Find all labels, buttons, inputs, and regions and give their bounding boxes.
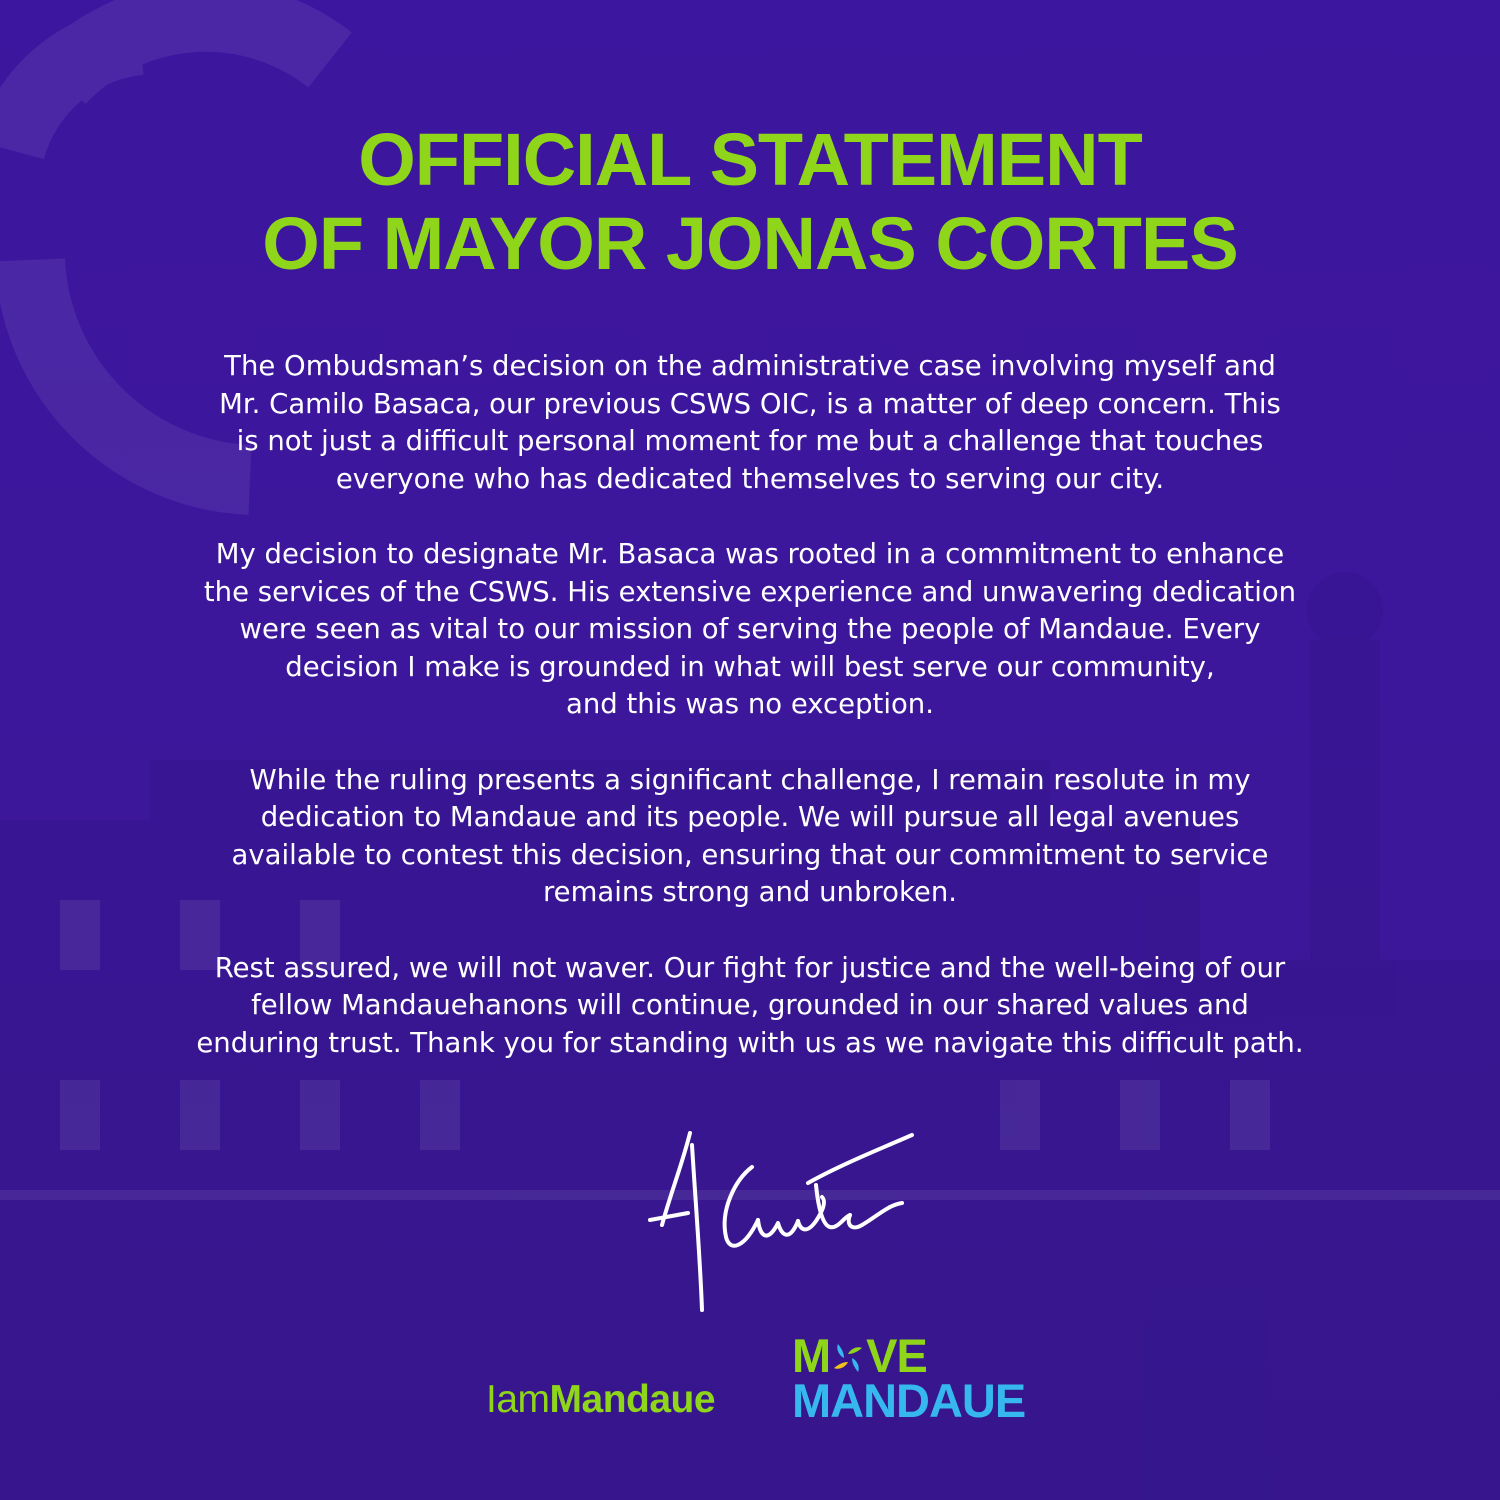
pinwheel-icon (831, 1341, 865, 1375)
paragraph-3 (150, 762, 1350, 912)
paragraph-2 (150, 536, 1350, 724)
paragraph-1 (150, 348, 1350, 498)
text-line: the services of the CSWS. His extensive experience and unwavering dedication (203, 575, 1297, 608)
page-title (0, 118, 1500, 286)
move-letters-ve: VE (866, 1329, 927, 1382)
title-line-1: OFFICIAL STATEMENT (358, 118, 1142, 201)
text-line: decision I make is grounded in what will best serve our community, (285, 650, 1215, 683)
statement-body (150, 348, 1350, 1100)
text-line: available to contest this decision, ensuring that our commitment to service (231, 838, 1269, 871)
move-mandaue-logo (792, 1329, 1026, 1427)
signature (640, 1125, 930, 1325)
title-line-2: OF MAYOR JONAS CORTES (262, 202, 1238, 285)
text-line: remains strong and unbroken. (542, 876, 958, 909)
text-line: everyone who has dedicated themselves to serving our city. (335, 462, 1165, 495)
iammandaue-logo-name: Mandaue (549, 1378, 716, 1421)
text-line: Rest assured, we will not waver. Our fight for justice and the well-being of our (214, 951, 1286, 984)
iammandaue-logo (486, 1378, 715, 1422)
mandaue-word: MANDAUE (792, 1374, 1026, 1427)
text-line: enduring trust. Thank you for standing with us as we navigate this difficult path. (196, 1026, 1304, 1059)
text-line: dedication to Mandaue and its people. We will pursue all legal avenues (260, 801, 1240, 834)
move-word (792, 1329, 1025, 1382)
text-line: The Ombudsman’s decision on the administrative case involving myself and (224, 350, 1276, 382)
text-line: fellow Mandauehanons will continue, grounded in our shared values and (251, 989, 1249, 1022)
text-line: and this was no exception. (566, 688, 934, 721)
text-line: Mr. Camilo Basaca, our previous CSWS OIC, is a matter of deep concern. This (219, 387, 1281, 420)
paragraph-4 (150, 950, 1350, 1063)
text-line: While the ruling presents a significant challenge, I remain resolute in my (249, 763, 1251, 796)
text-line: were seen as vital to our mission of serving the people of Mandaue. Every (239, 613, 1261, 646)
text-line: My decision to designate Mr. Basaca was rooted in a commitment to enhance (215, 537, 1285, 570)
move-letter-m: M (792, 1329, 831, 1382)
iammandaue-logo-prefix: Iam (486, 1378, 550, 1421)
text-line: is not just a difficult personal moment for me but a challenge that touches (236, 425, 1264, 458)
